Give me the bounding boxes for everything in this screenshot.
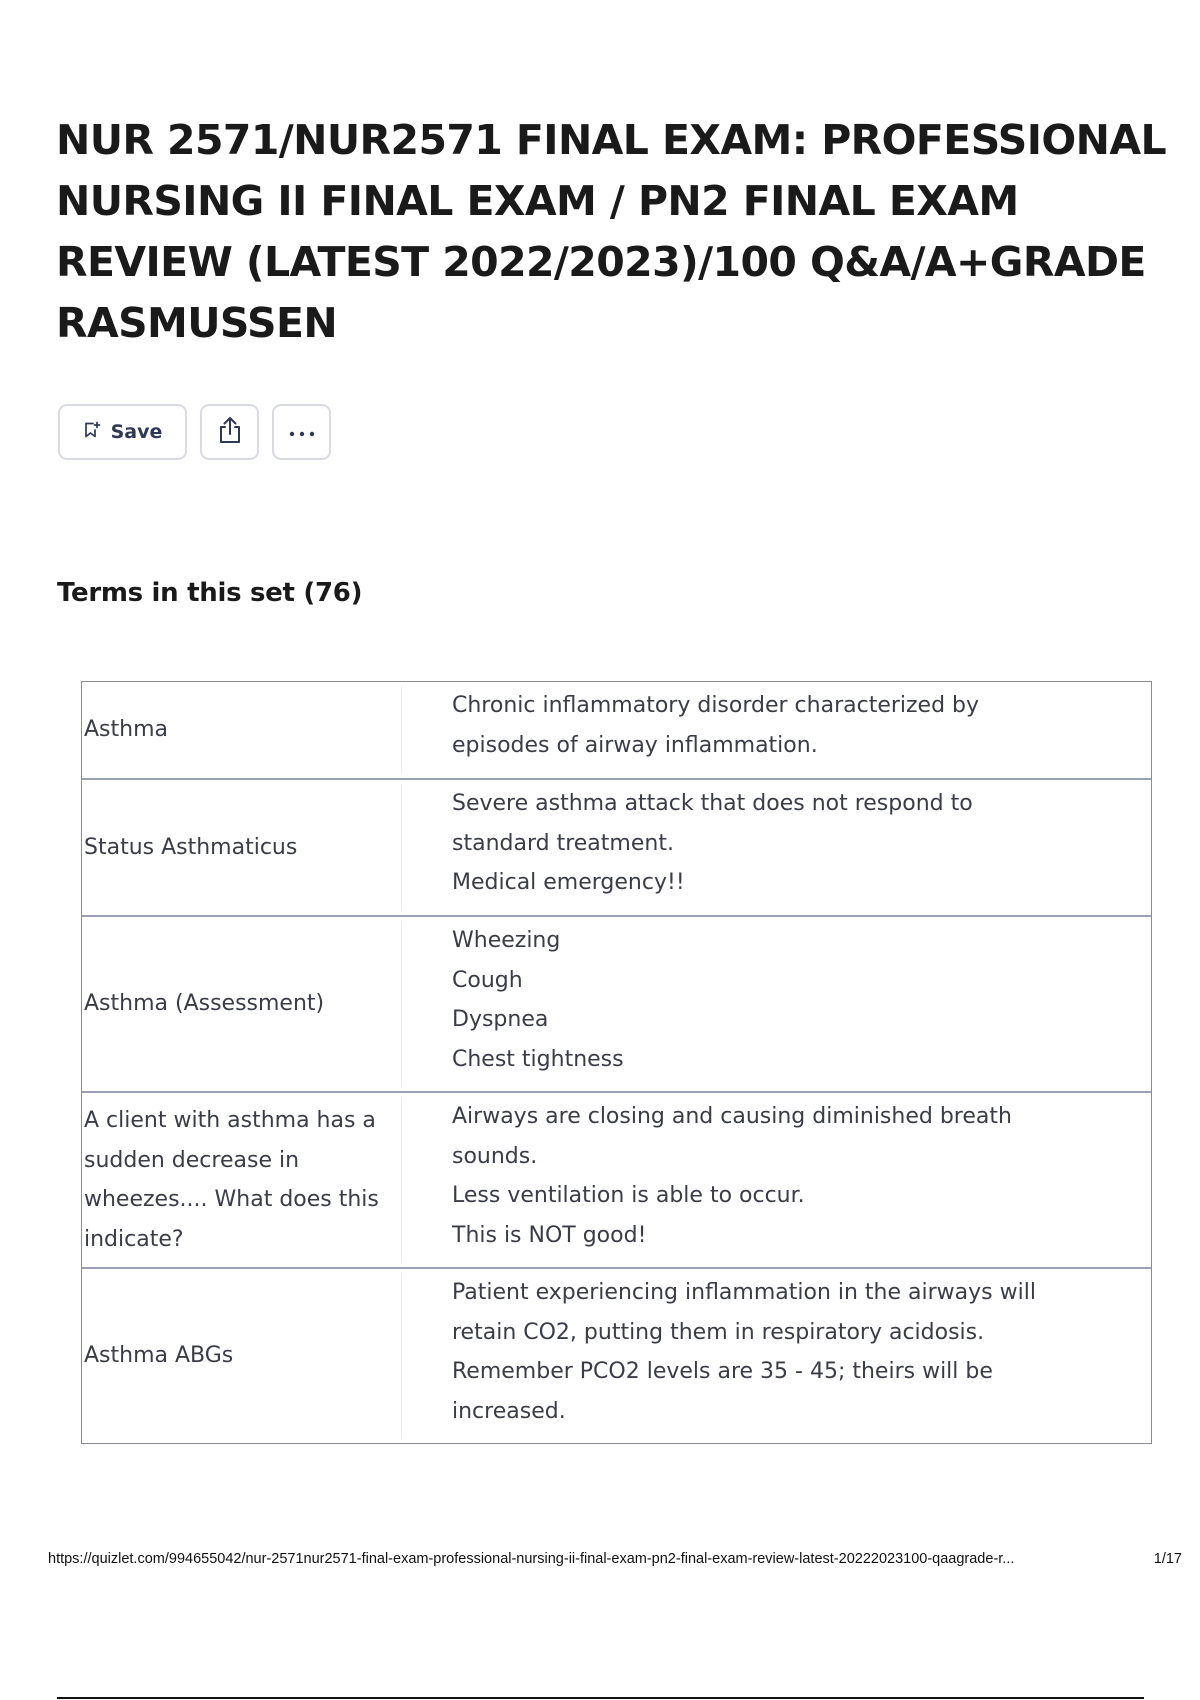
share-button[interactable]	[200, 404, 259, 460]
print-page-url: https://quizlet.com/994655042/nur-2571nur2571-final-exam-professional-nursing-ii-final-exam-pn2-final-exam-review-latest-20222023100-qaagrade-r...	[48, 1551, 1015, 1567]
definition-line: Cough	[452, 967, 523, 993]
bookmark-plus-icon	[83, 421, 101, 443]
definition-line: Less ventilation is able to occur.	[452, 1183, 805, 1208]
term-cell: Asthma (Assessment)	[82, 921, 402, 1087]
terms-table	[81, 681, 1152, 1444]
definition-line: increased.	[452, 1398, 566, 1424]
definition-cell	[402, 1093, 1151, 1267]
definition-line: sounds.	[452, 1143, 538, 1169]
definition-line: Airways are closing and causing diminished breath	[452, 1104, 1012, 1129]
share-icon	[216, 415, 244, 449]
term-row	[82, 682, 1151, 778]
definition-line: Dyspnea	[452, 1007, 549, 1032]
save-button-label: Save	[110, 421, 163, 443]
definition-line: Severe asthma attack that does not respond to	[452, 791, 973, 816]
definition-line: Chest tightness	[452, 1046, 624, 1072]
definition-line: Chronic inflammatory disorder characterized by	[452, 693, 980, 718]
action-toolbar	[58, 404, 331, 460]
more-options-button[interactable]	[272, 404, 331, 460]
definition-cell	[402, 1269, 1151, 1443]
definition-line: Medical emergency!!	[452, 870, 685, 895]
page-title: NUR 2571/NUR2571 FINAL EXAM: PROFESSIONAL NURSING II FINAL EXAM / PN2 FINAL EXAM REVIEW (LATEST 2022/2023)/100 Q&A/A+GRADE RASMUSSEN	[56, 116, 1167, 347]
definition-line: episodes of airway inflammation.	[452, 732, 818, 758]
definition-line: Patient experiencing inflammation in the airways will	[452, 1280, 1036, 1305]
definition-line: Remember PCO2 levels are 35 - 45; theirs will be	[452, 1359, 993, 1384]
term-row	[82, 915, 1151, 1091]
definition-line: This is NOT good!	[452, 1222, 647, 1248]
term-cell: Asthma ABGs	[82, 1273, 402, 1439]
definition-cell	[402, 780, 1151, 915]
term-cell: A client with asthma has a sudden decrease in wheezes.... What does this indicate?	[82, 1097, 402, 1263]
definition-line: Wheezing	[452, 928, 561, 953]
term-row	[82, 778, 1151, 915]
definition-line: standard treatment.	[452, 830, 674, 856]
term-row	[82, 1091, 1151, 1267]
print-page-number: 1/17	[1153, 1551, 1182, 1567]
more-horizontal-icon	[288, 423, 316, 442]
terms-section-heading: Terms in this set (76)	[57, 578, 363, 608]
definition-line: retain CO2, putting them in respiratory acidosis.	[452, 1319, 985, 1345]
term-row	[82, 1267, 1151, 1443]
definition-cell	[402, 682, 1151, 778]
definition-cell	[402, 917, 1151, 1091]
term-cell: Asthma	[82, 686, 402, 774]
term-cell: Status Asthmaticus	[82, 784, 402, 911]
save-button[interactable]	[58, 404, 187, 460]
page-bottom-divider	[57, 1697, 1144, 1699]
